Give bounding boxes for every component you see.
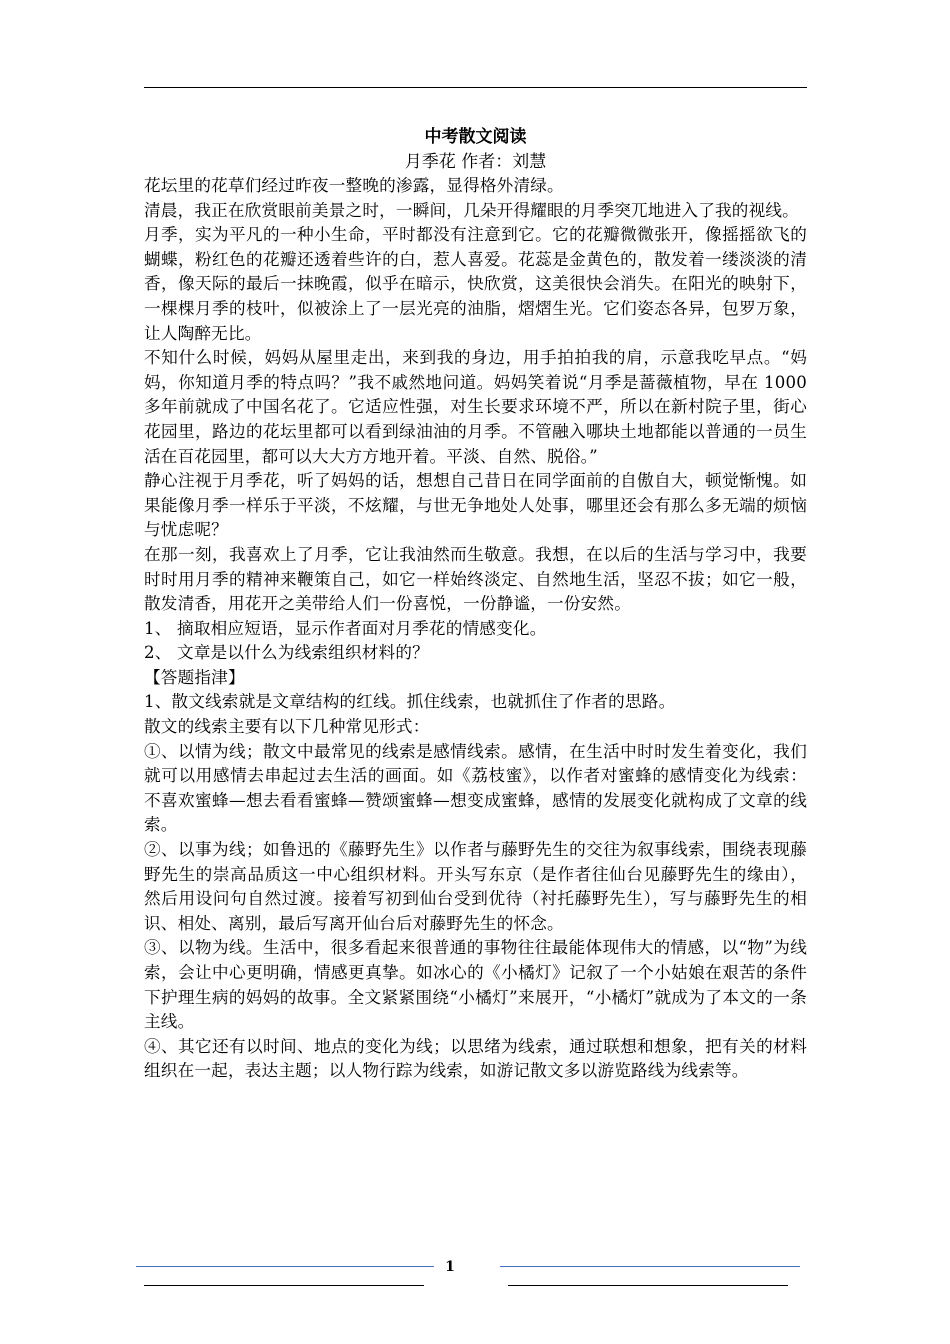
paragraph-1: 花坛里的花草们经过昨夜一整晚的渗露，显得格外清绿。	[144, 176, 564, 195]
page-footer	[0, 1250, 950, 1310]
question-1: 1、 摘取相应短语，显示作者面对月季花的情感变化。	[144, 618, 547, 638]
paragraph-4: 不知什么时候，妈妈从屋里走出，来到我的身边，用手拍拍我的肩，示意我吃早点。“妈妈，你知道月季的特点吗？”我不戚然地问道。妈妈笑着说“月季是蔷薇植物，早在 1000 多年前就成了中国名花了。它适应性强，对生长要求环境不严，所以在新村院子里，街心花园里，路边的花坛里都可以看到绿油油的月季。不管融入哪块土地都能以普通的一员生活在百花园里，都可以大大方方地开着。平淡、自然、脱俗。”	[144, 348, 807, 466]
document-body	[144, 124, 807, 1084]
paragraph-6: 在那一刻，我喜欢上了月季，它让我油然而生敬意。我想，在以后的生活与学习中，我要时时用月季的精神来鞭策自己，如它一样始终淡定、自然地生活，坚忍不拔；如它一般，散发清香，用花开之美带给人们一份喜悦，一份静谧，一份安然。	[144, 544, 807, 614]
guide-event-thread: ②、以事为线；如鲁迅的《藤野先生》以作者与藤野先生的交往为叙事线索，围绕表现藤野先生的崇高品质这一中心组织材料。开头写东京（是作者往仙台见藤野先生的缘由），然后用设问句自然过渡。接着写初到仙台受到优待（衬托藤野先生），写与藤野先生的相识、相处、离别，最后写离开仙台后对藤野先生的怀念。	[144, 840, 807, 933]
guide-object-thread: ③、以物为线。生活中，很多看起来很普通的事物往往最能体现伟大的情感，以“物”为线索，会让中心更明确，情感更真挚。如冰心的《小橘灯》记叙了一个小姑娘在艰苦的条件下护理生病的妈妈的故事。全文紧紧围绕“小橘灯”来展开，“小橘灯”就成为了本文的一条主线。	[144, 938, 807, 1032]
question-2: 2、 文章是以什么为线索组织材料的？	[144, 643, 429, 663]
page-number: 1	[445, 1259, 455, 1275]
paragraph-5: 静心注视于月季花，听了妈妈的话，想想自己昔日在同学面前的自傲自大，顿觉惭愧。如果能像月季一样乐于平淡，不炫耀，与世无争地处人处事，哪里还会有那么多无端的烦恼与忧虑呢？	[144, 471, 807, 540]
paragraph-2: 清晨，我正在欣赏眼前美景之时，一瞬间，几朵开得耀眼的月季突兀地进入了我的视线。	[144, 200, 799, 220]
document-subtitle: 月季花 作者：刘慧	[404, 152, 547, 172]
guide-point-1: 1、散文线索就是文章结构的红线。抓住线索，也就抓住了作者的思路。	[144, 692, 676, 712]
footer-left-line	[144, 1285, 424, 1286]
header-rule	[144, 87, 807, 88]
paragraph-3: 月季，实为平凡的一种小生命，平时都没有注意到它。它的花瓣微微张开，像摇摇欲飞的蝴蝶，粉红色的花瓣还透着些许的白，惹人喜爱。花蕊是金黄色的，散发着一缕淡淡的清香，像天际的最后一抹晚霞，似乎在暗示，快欣赏，这美很快会消失。在阳光的映射下，一棵棵月季的枝叶，似被涂上了一层光亮的油脂，熠熠生光。它们姿态各异，包罗万象，让人陶醉无比。	[144, 225, 807, 343]
guide-intro: 散文的线索主要有以下几种常见形式：	[144, 717, 430, 737]
footer-left-accent-line	[136, 1266, 434, 1267]
answer-guide-heading: 【答题指津】	[144, 667, 245, 687]
guide-other-threads: ④、其它还有以时间、地点的变化为线；以思绪为线索，通过联想和想象，把有关的材料组织在一起，表达主题；以人物行踪为线索，如游记散文多以游览路线为线索等。	[144, 1036, 807, 1081]
footer-right-line	[508, 1285, 788, 1286]
footer-right-accent-line	[500, 1266, 800, 1267]
guide-emotion-thread: ①、以情为线；散文中最常见的线索是感情线索。感情，在生活中时时发生着变化，我们就可以用感情去串起过去生活的画面。如《荔枝蜜》，以作者对蜜蜂的感情变化为线索：不喜欢蜜蜂—想去看看蜜蜂—赞颂蜜蜂—想变成蜜蜂，感情的发展变化就构成了文章的线索。	[144, 741, 807, 835]
document-title: 中考散文阅读	[424, 127, 527, 147]
